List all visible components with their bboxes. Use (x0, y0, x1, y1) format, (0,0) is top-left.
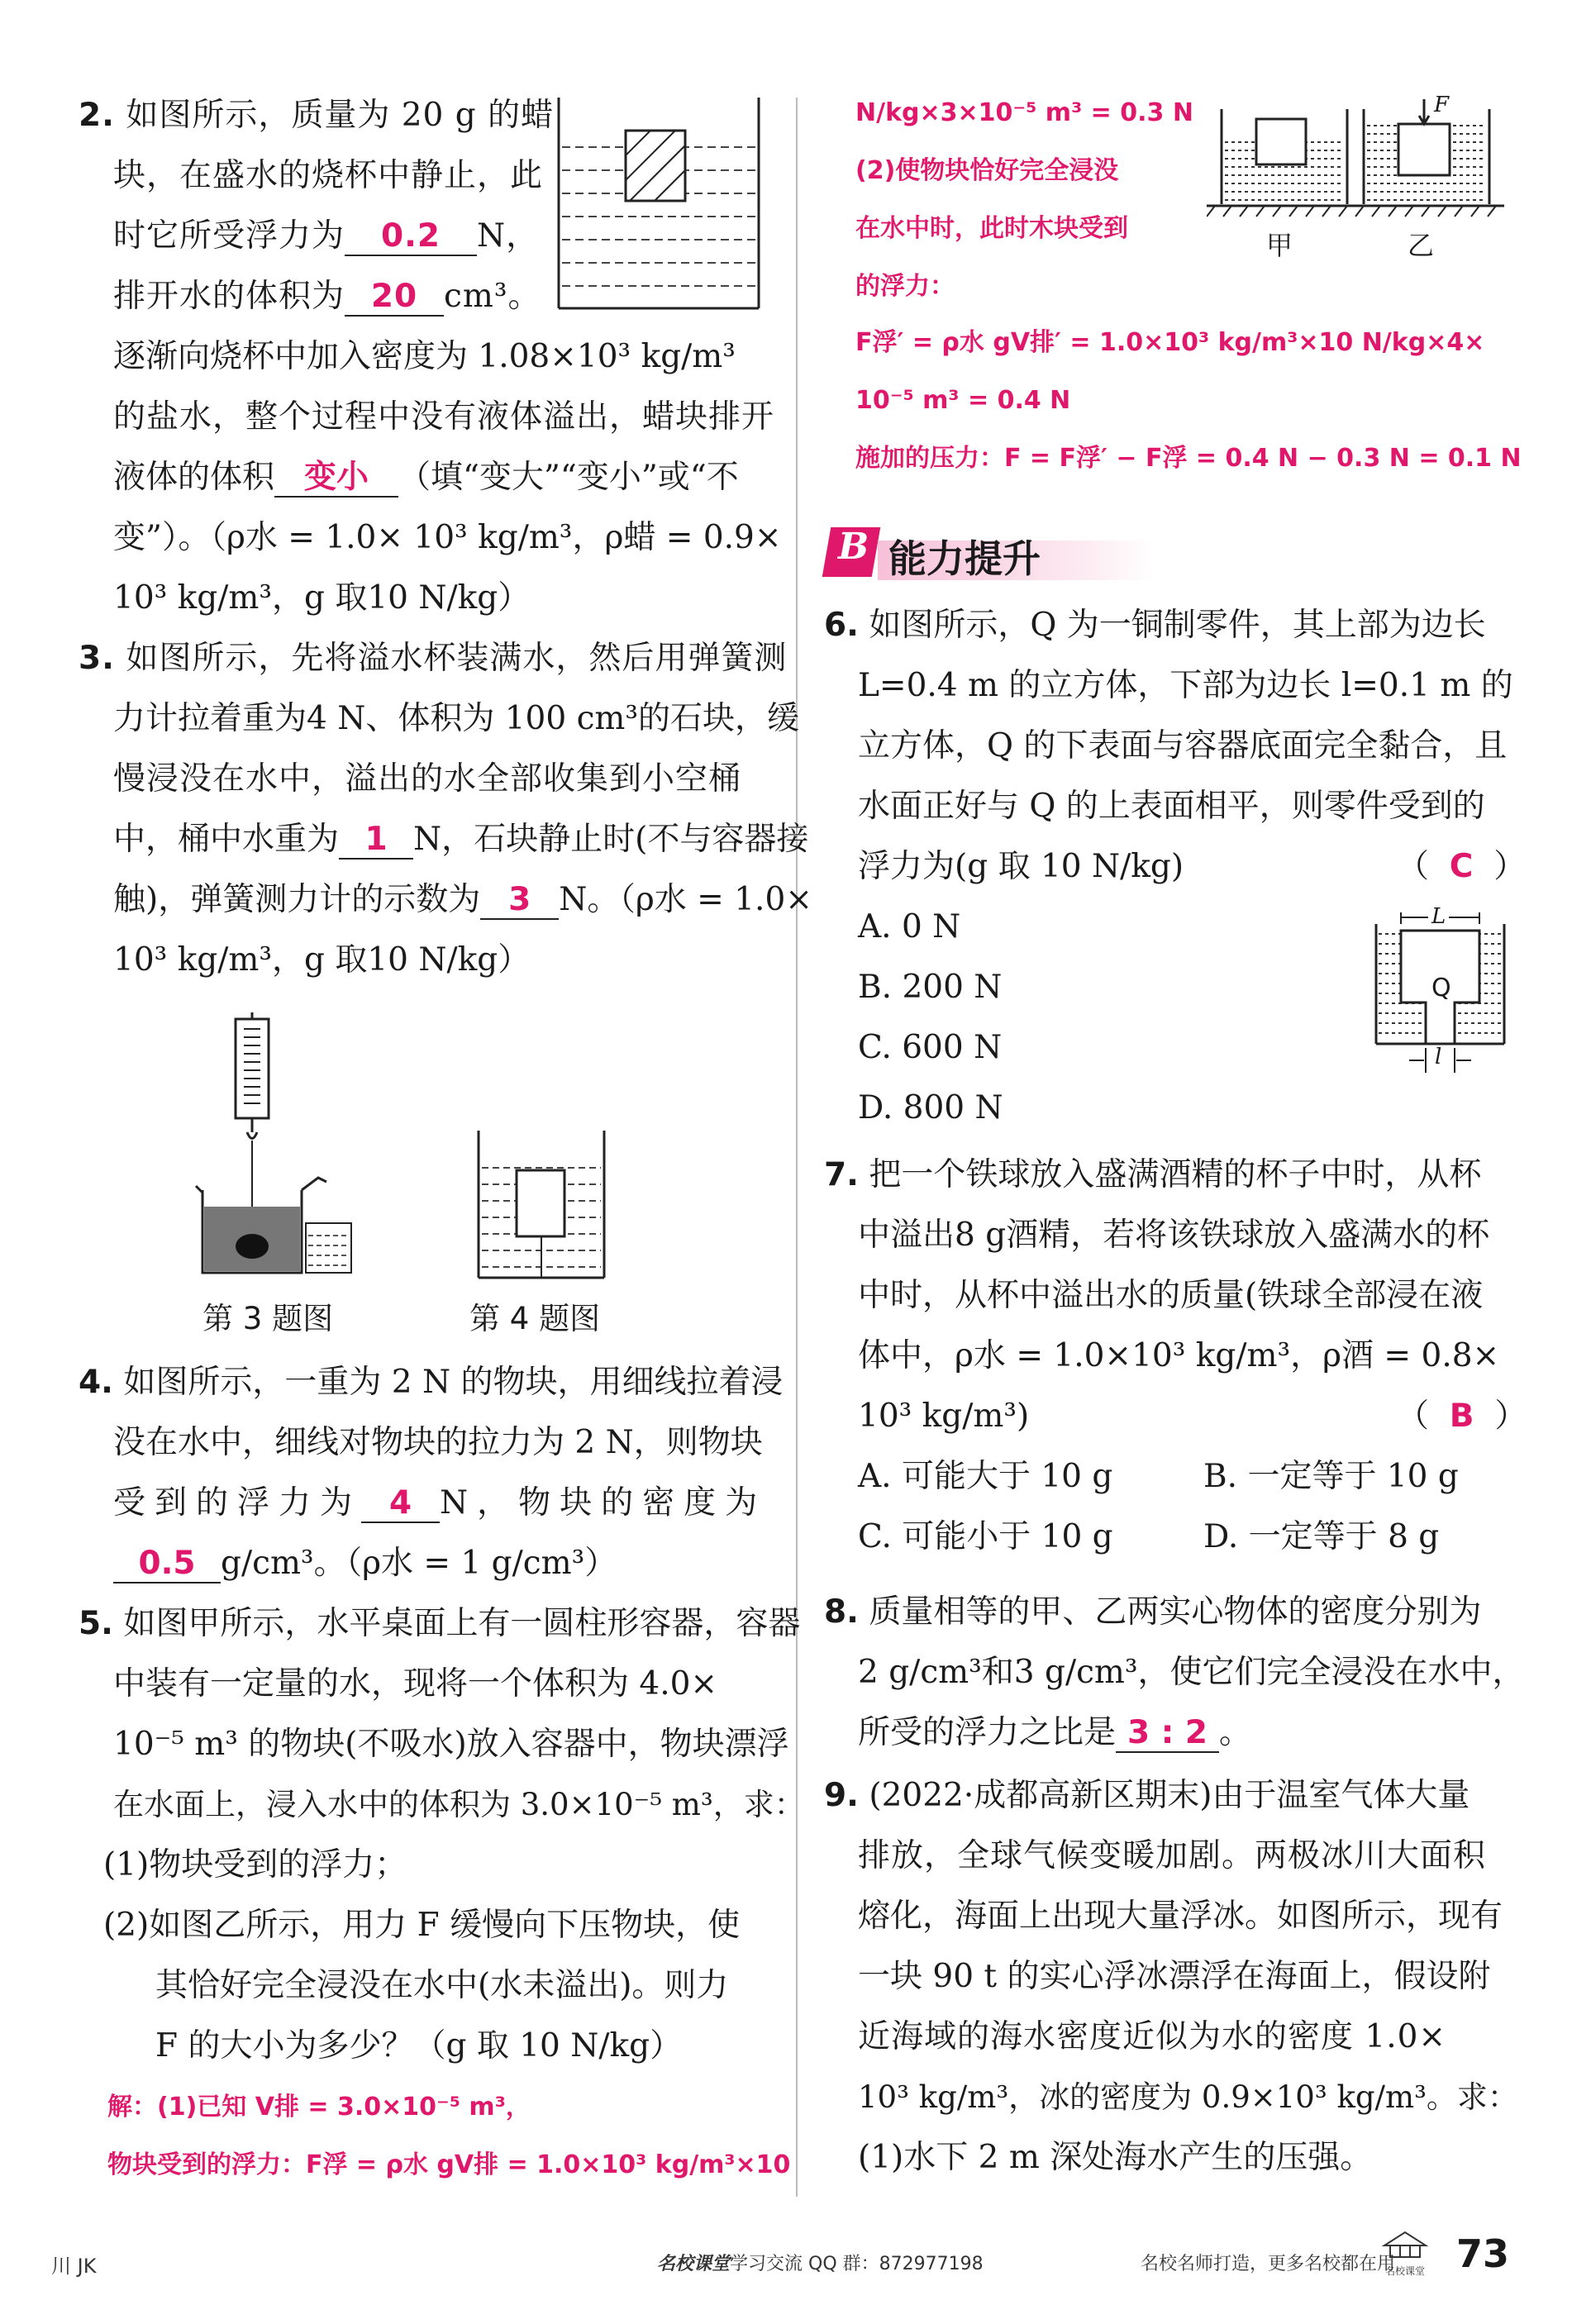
q9-line-1 (824, 1765, 1470, 1826)
q5-line-6 (103, 1895, 740, 1955)
q2-text: （填“变大”“变小”或“不 (398, 459, 739, 496)
q9-line-4 (858, 1946, 1491, 2007)
q5-line-3 (113, 1714, 789, 1774)
school-logo-icon (1380, 2227, 1430, 2260)
q8-text: 。 (1219, 1714, 1252, 1751)
q4-figure-caption: 第 4 题图 (469, 1301, 601, 1336)
footer-qq-text: 学习交流 QQ 群：872977198 (730, 2254, 984, 2274)
q3-figure-caption: 第 3 题图 (202, 1301, 334, 1336)
q6-option-a: A. 0 N (858, 908, 961, 945)
q4-text: 受到的浮力为 (113, 1484, 362, 1522)
q3-text: 如图所示，先将溢水杯装满水，然后用弹簧测 (114, 640, 788, 677)
q2-line-2 (113, 145, 543, 206)
q2-line-7 (113, 447, 739, 507)
q8-line-2 (858, 1642, 1525, 1703)
question-number: 9. (824, 1777, 859, 1814)
q7-text: 把一个铁球放入盛满酒精的杯子中时，从杯 (858, 1156, 1482, 1193)
q6-text: 立方体，Q 的下表面与容器底面完全黏合，且 (858, 727, 1508, 764)
q2-text: 变”）。（ρ水 = 1.0× 10³ kg/m³，ρ蜡 = 0.9× (113, 519, 782, 556)
answer-blank: 20 (345, 279, 444, 317)
q2-text: 逐渐向烧杯中加入密度为 1.08×10³ kg/m³ (113, 338, 736, 375)
q3-line-2 (113, 688, 799, 749)
q2-text: 排开水的体积为 (113, 278, 345, 315)
answer-blank: 变小 (274, 460, 398, 498)
q9-line-7 (858, 2127, 1372, 2188)
q3-line-3 (113, 749, 741, 809)
column-divider (796, 98, 798, 2197)
q2-text: 块，在盛水的烧杯中静止，此 (113, 157, 544, 194)
answer-blank: 3 (480, 882, 559, 920)
q4-line-3 (113, 1473, 766, 1533)
q5-text: F 的大小为多少？（g 取 10 N/kg） (155, 2027, 683, 2064)
q2-text: 如图所示，质量为 20 g 的蜡 (114, 97, 555, 134)
question-number: 6. (824, 607, 859, 644)
q5-line-2 (113, 1654, 717, 1714)
q7-text: 中溢出8 g酒精，若将该铁球放入盛满水的杯 (858, 1217, 1490, 1254)
q5-solution-line-7: F浮′ = ρ水 gV排′ = 1.0×10³ kg/m³×10 N/kg×4× (855, 328, 1485, 357)
q2-text: 液体的体积 (113, 459, 275, 496)
q6-answer: C (1449, 848, 1474, 885)
q4-line-2 (113, 1412, 763, 1473)
q9-text: (1)水下 2 m 深处海水产生的压强。 (858, 2139, 1373, 2176)
q2-line-4 (113, 266, 541, 326)
q6-option-d: D. 800 N (858, 1089, 1003, 1126)
q5-line-5 (103, 1835, 407, 1895)
q3-text: N。（ρ水 = 1.0× (559, 881, 812, 918)
question-number: 5. (79, 1605, 113, 1642)
footer-center (657, 2250, 984, 2275)
q9-text: (2022·成都高新区期末)由于温室气体大量 (858, 1777, 1470, 1814)
q5-figure-jia-yi (1207, 93, 1504, 266)
question-number: 2. (79, 97, 115, 134)
q5-text: 在水面上，浸入水中的体积为 3.0×10⁻⁵ m³，求： (113, 1787, 805, 1822)
question-number: 4. (79, 1364, 113, 1401)
q7-option-b: B. 一定等于 10 g (1203, 1458, 1459, 1495)
q7-option-a: A. 可能大于 10 g (858, 1458, 1113, 1495)
label-Q: Q (1431, 974, 1451, 1002)
question-number: 3. (79, 640, 115, 677)
q2-text: 10³ kg/m³，g 取10 N/kg） (113, 579, 531, 617)
q5-text: (2)如图乙所示，用力 F 缓慢向下压物块，使 (103, 1907, 741, 1944)
q9-line-2 (858, 1826, 1486, 1886)
q9-text: 一块 90 t 的实心浮冰漂浮在海面上，假设附 (858, 1958, 1491, 1995)
q9-line-5 (858, 2007, 1446, 2067)
q5-text: (1)物块受到的浮力； (103, 1846, 407, 1883)
q5-solution-line-8: 10⁻⁵ m³ = 0.4 N (855, 386, 1071, 415)
q8-text: 2 g/cm³和3 g/cm³，使它们完全浸没在水中， (858, 1654, 1525, 1691)
q5-solution-line-4: (2)使物块恰好完全浸没 (855, 156, 1119, 185)
q7-answer: B (1449, 1398, 1474, 1435)
q2-text: cm³。 (444, 278, 541, 315)
q4-beaker-figure (475, 1131, 607, 1279)
q5-solution-line-1: 解：(1)已知 V排 = 3.0×10⁻⁵ m³， (107, 2093, 531, 2122)
q5-text: 10⁻⁵ m³ 的物块(不吸水)放入容器中，物块漂浮 (113, 1726, 789, 1763)
q7-text: 体中，ρ水 = 1.0×10³ kg/m³，ρ酒 = 0.8× (858, 1337, 1500, 1374)
q6-text: 浮力为(g 取 10 N/kg) (858, 848, 1184, 885)
q3-line-1 (79, 628, 787, 688)
footer-logo (1380, 2227, 1430, 2277)
q2-text: 的盐水，整个过程中没有液体溢出，蜡块排开 (113, 398, 775, 436)
q2-line-1 (79, 85, 554, 145)
footer-right-text: 名校名师打造，更多名校都在用 (1141, 2254, 1396, 2274)
q6-line-2 (858, 655, 1513, 716)
q3-line-4 (113, 809, 808, 869)
figure-label-yi: 乙 (1408, 230, 1435, 261)
answer-blank: 1 (339, 821, 413, 860)
q3-text: N，石块静止时(不与容器接 (413, 821, 809, 858)
q5-solution-line-9: 施加的压力：F = F浮′ − F浮 = 0.4 N − 0.3 N = 0.1 N (855, 444, 1522, 473)
q3-spring-scale-figure (194, 1012, 355, 1285)
q3-text: 力计拉着重为4 N、体积为 100 cm³的石块，缓 (113, 700, 800, 737)
answer-blank: 0.5 (113, 1545, 221, 1583)
q3-text: 慢浸没在水中，溢出的水全部收集到小空桶 (113, 760, 742, 798)
q3-line-5 (113, 869, 812, 930)
q5-line-8 (155, 2016, 682, 2076)
q6-text: 如图所示，Q 为一铜制零件，其上部为边长 (858, 607, 1486, 644)
q2-text: N， (477, 217, 540, 255)
q9-text: 10³ kg/m³，冰的密度为 0.9×10³ kg/m³。求： (858, 2079, 1518, 2115)
section-letter: B (838, 526, 869, 568)
q4-text: N，物块的密度为 (440, 1484, 767, 1522)
force-label: F (1434, 93, 1450, 117)
q7-line-2 (858, 1205, 1489, 1265)
q7-answer-bracket: （ B ） (1397, 1398, 1527, 1435)
q6-line-4 (858, 776, 1485, 836)
q4-text: 没在水中，细线对物块的拉力为 2 N，则物块 (113, 1424, 763, 1461)
q5-solution-line-2: 物块受到的浮力：F浮 = ρ水 gV排 = 1.0×10³ kg/m³×10 (107, 2150, 791, 2179)
q7-line-5 (858, 1386, 1029, 1446)
q5-solution-line-3: N/kg×3×10⁻⁵ m³ = 0.3 N (855, 98, 1193, 127)
q5-solution-line-5: 在水中时，此时木块受到 (855, 214, 1128, 243)
q6-text: L=0.4 m 的立方体，下部为边长 l=0.1 m 的 (858, 667, 1513, 704)
q7-option-c: C. 可能小于 10 g (858, 1518, 1113, 1555)
q5-text: 如图甲所示，水平桌面上有一圆柱形容器，容器 (112, 1605, 801, 1642)
q7-text: 中时，从杯中溢出水的质量(铁球全部浸在液 (858, 1277, 1484, 1314)
footer-logo-text: 名校课堂 (1384, 2265, 1425, 2277)
q5-line-1 (79, 1593, 800, 1654)
q2-line-3 (113, 206, 539, 266)
q6-text: 水面正好与 Q 的上表面相平，则零件受到的 (858, 788, 1485, 825)
section-header (826, 522, 1157, 580)
answer-blank: 3 : 2 (1116, 1715, 1219, 1753)
q6-answer-bracket: （ C ） (1397, 848, 1527, 885)
q6-line-1 (824, 595, 1486, 655)
figure-label-jia: 甲 (1266, 230, 1293, 261)
q6-line-5 (858, 836, 1184, 897)
q4-text: 如图所示，一重为 2 N 的物块，用细线拉着浸 (112, 1364, 784, 1401)
q7-option-d: D. 一定等于 8 g (1203, 1518, 1440, 1555)
q7-line-3 (858, 1265, 1483, 1326)
q3-text: 10³ kg/m³，g 取10 N/kg） (113, 941, 531, 979)
answer-blank: 4 (361, 1485, 440, 1523)
q5-text: 中装有一定量的水，现将一个体积为 4.0× (113, 1665, 718, 1703)
q8-text: 所受的浮力之比是 (858, 1714, 1117, 1751)
q8-line-3 (858, 1703, 1251, 1763)
q2-line-6 (113, 387, 774, 447)
q6-option-c: C. 600 N (858, 1029, 1003, 1066)
section-title: 能力提升 (888, 536, 1041, 581)
label-L: L (1428, 904, 1449, 929)
q6-line-3 (858, 716, 1507, 776)
page-number: 73 (1456, 2231, 1510, 2276)
q5-line-4 (113, 1774, 805, 1835)
q2-text: 时它所受浮力为 (113, 217, 345, 255)
q7-line-4 (858, 1326, 1499, 1386)
q5-solution-line-6: 的浮力： (855, 272, 955, 301)
footer-left: 川 JK (51, 2255, 97, 2278)
q8-text: 质量相等的甲、乙两实心物体的密度分别为 (858, 1593, 1482, 1631)
footer-brand: 名校课堂 (657, 2254, 731, 2274)
q9-line-3 (858, 1886, 1503, 1946)
q7-text: 10³ kg/m³) (858, 1398, 1030, 1435)
q3-line-6 (113, 930, 530, 990)
q7-line-1 (824, 1145, 1481, 1205)
question-number: 7. (824, 1156, 859, 1193)
q5-text: 其恰好完全浸没在水中(水未溢出)。则力 (155, 1967, 729, 2004)
q9-line-6 (858, 2067, 1518, 2127)
q4-line-4 (113, 1533, 617, 1593)
q5-line-7 (155, 1955, 728, 2016)
q3-text: 触)，弹簧测力计的示数为 (113, 881, 481, 918)
q9-text: 排放，全球气候变暖加剧。两极冰川大面积 (858, 1837, 1487, 1874)
q6-option-b: B. 200 N (858, 969, 1003, 1006)
answer-blank: 0.2 (345, 218, 477, 256)
q2-line-8 (113, 507, 782, 568)
q3-text: 中，桶中水重为 (113, 821, 340, 858)
q2-line-5 (113, 326, 736, 387)
q8-line-1 (824, 1582, 1481, 1642)
label-l: l (1435, 1045, 1442, 1069)
q4-text: g/cm³。（ρ水 = 1 g/cm³） (221, 1545, 617, 1582)
q9-text: 熔化，海面上出现大量浮冰。如图所示，现有 (858, 1898, 1503, 1935)
q4-line-1 (79, 1352, 783, 1412)
question-number: 8. (824, 1593, 859, 1631)
q9-text: 近海域的海水密度近似为水的密度 1.0× (858, 2018, 1447, 2055)
q2-line-9 (113, 568, 530, 628)
q2-beaker-figure (555, 98, 762, 312)
